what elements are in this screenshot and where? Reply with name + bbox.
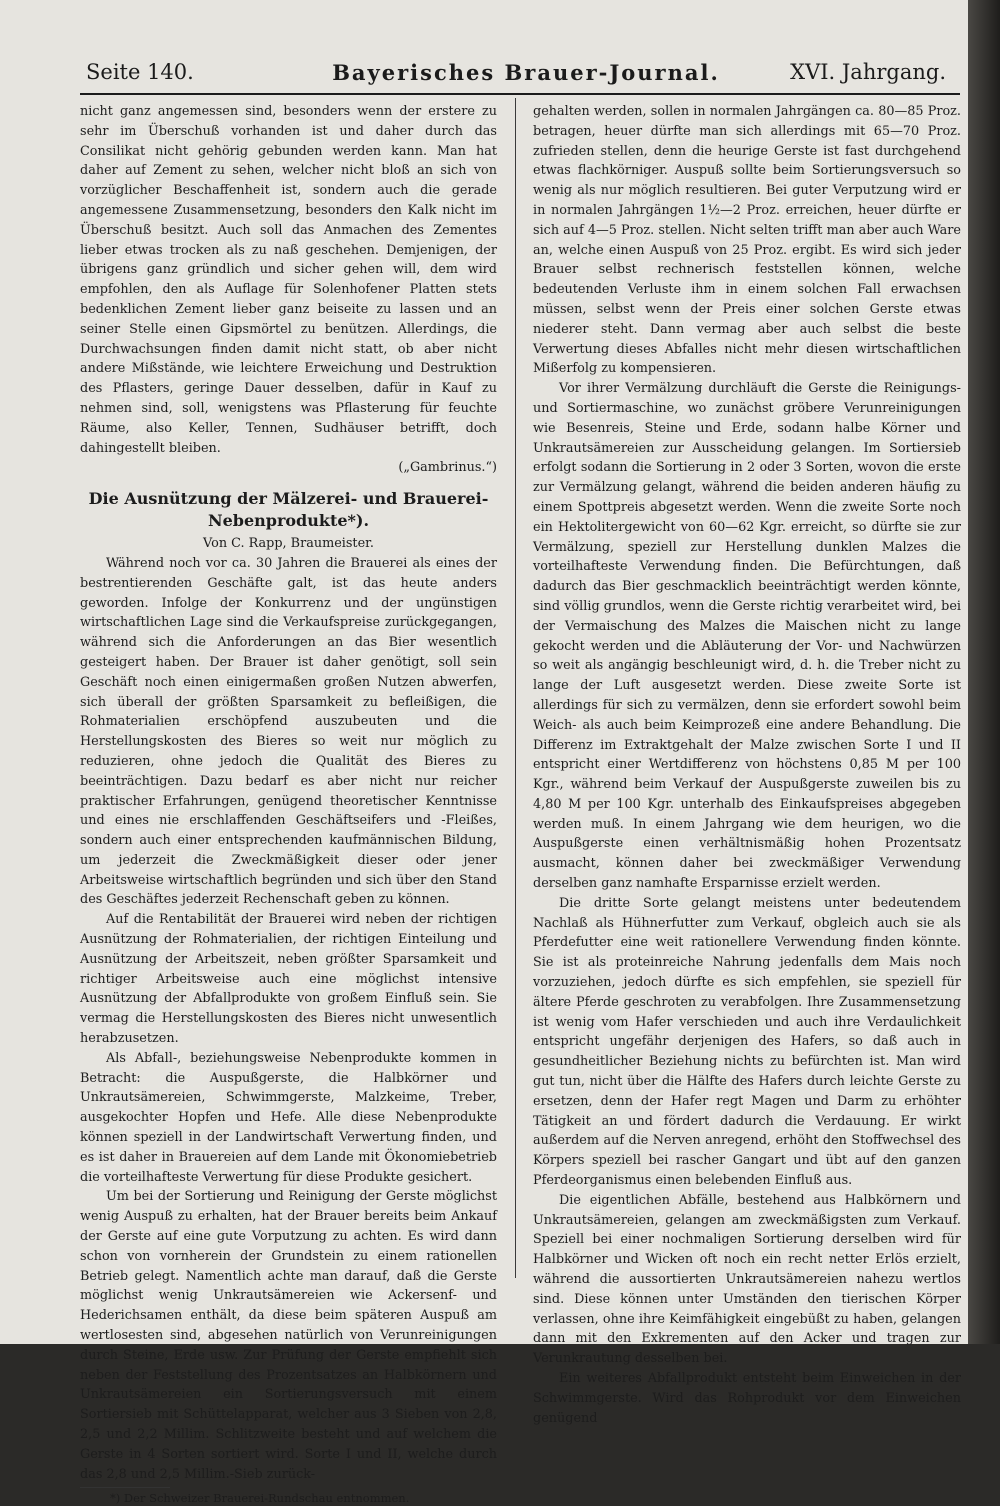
body-paragraph: Um bei der Sortierung und Reinigung der Gerste möglichst wenig Auspuß zu erhalten, hat der Brauer bereits beim Ankauf der Gerste auf eine gute Vorputzung zu achten. Es wird dann schon von vornherein der Grundstein zu einem rationellen Betrieb gelegt. Namentlich achte man darauf, daß die Gerste möglichst wenig Unkrautsämereien wie Ackersenf- und Hederichsamen enthält, da diese beim späteren Auspuß am wertlosesten sind, abgesehen natürlich von Verunreinigungen durch Steine, Erde usw. Zur Prüfung der Gerste empfiehlt sich neben der Feststellung des Prozentsatzes an Halbkörnern und Unkrautsämereien ein Sortierungsversuch mit einem Sortiersieb mit Schüttelapparat, welcher aus 3 Sieben von 2,8, 2,5 und 2,2 Millim. Schlitzweite besteht und auf welchem die Gerste in 4 Sorten sortiert wird. Sorte I und II, welche durch das 2,8 und 2,5 Millim.-Sieb zurück- <box>80 1189 497 1482</box>
intro-paragraph: nicht ganz angemessen sind, besonders wenn der erstere zu sehr im Überschuß vorhanden ist und daher durch das Consilikat nicht gehörig gebunden werden kann. Man hat daher auf Zement zu sehen, welcher nicht bloß an sich von vorzüglicher Beschaffenheit ist, sondern auch die gerade angemessene Zusammensetzung, besonders den Kalk nicht im Überschuß besitzt. Auch soll das Anmachen des Zementes lieber etwas trocken als zu naß geschehen. Demjenigen, der übrigens ganz gründlich und sicher gehen will, dem wird empfohlen, den als Auflage für Solenhofener Platten stets bedenklichen Zement lieber ganz beiseite zu lassen und an seiner Stelle einen Gipsmörtel zu benützen. Allerdings, die Durchwachsungen finden damit nicht statt, ob aber nicht andere Mißstände, wie leichtere Erweichung und Destruktion des Pflasters, geringe Dauer desselben, dafür in Kauf zu nehmen sind, soll, wenigstens was Pflasterung für feuchte Räume, also Keller, Tennen, Sudhäuser betrifft, doch dahingestellt bleiben. <box>80 104 497 456</box>
body-paragraph: Auf die Rentabilität der Brauerei wird neben der richtigen Ausnützung der Rohmaterialien, der richtigen Einteilung und Ausnützung der Arbeitszeit, neben größter Sparsamkeit und richtiger Arbeitsweise auch eine möglichst intensive Ausnützung der Abfallprodukte von großem Einfluß sein. Sie vermag die Herstellungskosten des Bieres nicht unwesentlich herabzusetzen. <box>80 912 497 1047</box>
body-paragraph: Die dritte Sorte gelangt meistens unter bedeutendem Nachlaß als Hühnerfutter zum Verkauf, obgleich auch sie als Pferdefutter eine weit rationellere Verwendung finden könnte. Sie ist als proteinreiche Nahrung jedenfalls dem Mais noch vorzuziehen, jedoch dürfte es sich empfehlen, sie speziell für ältere Pferde geschroten zu verabfolgen. Ihre Zusammensetzung ist wenig vom Hafer verschieden und auch ihre Verdaulichkeit entspricht ungefähr derjenigen des Hafers, so daß auch in gesundheitlicher Beziehung nichts zu befürchten ist. Man wird gut tun, nicht über die Hälfte des Hafers durch leichte Gerste zu ersetzen, denn der Hafer regt Magen und Darm zu erhöhter Tätigkeit an und fördert dadurch die Verdauung. Er wirkt außerdem auf die Nerven anregend, erhöht den Stoffwechsel des Körpers speziell bei rascher Gangart und übt auf den ganzen Pferdeorganismus einen belebenden Einfluß aus. <box>533 895 961 1189</box>
page-number: Seite 140. <box>86 60 194 84</box>
body-paragraph: Während noch vor ca. 30 Jahren die Brauerei als eines der bestrentierenden Geschäfte galt, ist das heute anders geworden. Infolge der Konkurrenz und der ungünstigen wirtschaftlichen Lage sind die Verkaufspreise zurückgegangen, während sich die Anforderungen an das Bier wesentlich gesteigert haben. Der Brauer ist daher genötigt, soll sein Geschäft noch einen einigermaßen großen Nutzen abwerfen, sich überall der größten Sparsamkeit zu befleißigen, die Rohmaterialien erschöpfend auszubeuten und die Herstellungskosten des Bieres so weit nur möglich zu reduzieren, ohne jedoch die Qualität des Bieres zu beeinträchtigen. Dazu bedarf es aber nicht nur reicher praktischer Erfahrungen, genügend theoretischer Kenntnisse und eines nie erschlaffenden Geschäftseifers und -Fleißes, sondern auch einer entsprechenden kaufmännischen Bildung, um jederzeit die Zweckmäßigkeit dieser oder jener Arbeitsweise wirtschaftlich begründen und sich über den Stand des Geschäftes jederzeit Rechenschaft geben zu können. <box>80 555 497 908</box>
body-paragraph: Als Abfall-, beziehungsweise Nebenprodukte kommen in Betracht: die Auspußgerste, die Halbkörner und Unkrautsämereien, Schwimmgerste, Malzkeime, Treber, ausgekochter Hopfen und Hefe. Alle diese Nebenprodukte können speziell in der Landwirtschaft Verwertung finden, und es ist daher in Brauereien auf dem Lande mit Ökonomiebetrieb die vorteilhafteste Verwertung für diese Produkte gesichert. <box>80 1050 497 1185</box>
page-header <box>86 60 956 92</box>
journal-title: Bayerisches Brauer-Journal. <box>332 60 720 85</box>
right-column <box>533 102 961 1428</box>
body-paragraph: gehalten werden, sollen in normalen Jahrgängen ca. 80—85 Proz. betragen, heuer dürfte man sich allerdings mit 65—70 Proz. zufrieden stellen, denn die heurige Gerste ist fast durchgehend etwas flachkörniger. Auspuß sollte beim Sortierungsversuch so wenig als nur möglich resultieren. Bei guter Verputzung wird er in normalen Jahrgängen 1½—2 Proz. erreichen, heuer dürfte er sich auf 4—5 Proz. stellen. Nicht selten trifft man aber auch Ware an, welche einen Auspuß von 25 Proz. ergibt. Es wird sich jeder Brauer selbst rechnerisch feststellen können, welche bedeutenden Verluste ihm in einem solchen Fall erwachsen müssen, selbst wenn der Preis einer solchen Gerste etwas niederer steht. Dann vermag aber auch selbst die beste Verwertung dieses Abfalles nicht mehr diesen wirtschaftlichen Mißerfolg zu kompensieren. <box>533 104 961 377</box>
body-paragraph: Ein weiteres Abfallprodukt entsteht beim Einweichen in der Schwimmgerste. Wird das Rohprodukt vor dem Einweichen genügend <box>533 1371 961 1426</box>
footnote-rule <box>80 1487 170 1488</box>
volume-label: XVI. Jahrgang. <box>790 60 946 84</box>
header-rule <box>80 93 960 95</box>
page-edge-shadow <box>968 0 1000 1344</box>
article-byline: Von C. Rapp, Braumeister. <box>203 536 374 552</box>
body-paragraph: Die eigentlichen Abfälle, bestehend aus Halbkörnern und Unkrautsämereien, gelangen am zweckmäßigsten zum Verkauf. Speziell bei einer nochmaligen Sortierung derselben wird für Halbkörner und Wicken oft noch ein recht netter Erlös erzielt, während die aussortierten Unkrautsämereien nahezu wertlos sind. Diese können unter Umständen den tierischen Körper verlassen, ohne ihre Keimfähigkeit eingebüßt zu haben, gelangen dann mit den Exkrementen auf den Acker und tragen zur Verunkrautung desselben bei. <box>533 1192 961 1367</box>
column-divider <box>515 98 516 1278</box>
body-paragraph: Vor ihrer Vermälzung durchläuft die Gerste die Reinigungs- und Sortiermaschine, wo zunächst gröbere Verunreinigungen wie Besenreis, Steine und Erde, sodann halbe Körner und Unkrautsämereien zur Ausscheidung gelangen. Im Sortiersieb erfolgt sodann die Sortierung in 2 oder 3 Sorten, wovon die erste zur Vermälzung gelangt, während die beiden anderen häufig zu einem Spottpreis abgesetzt werden. Wenn die zweite Sorte noch ein Hektolitergewicht von 60—62 Kgr. erreicht, so dürfte sie zur Vermälzung, speziell zur Herstellung dunklen Malzes die vorteilhafteste Verwendung finden. Die Befürchtungen, daß dadurch das Bier geschmacklich beeinträchtigt werden könnte, sind völlig grundlos, wenn die Gerste richtig verarbeitet wird, bei der Vermaischung des Malzes die Maischen nicht zu lange gekocht werden und die Abläuterung der Vor- und Nachwürzen so weit als angängig beschleunigt wird, d. h. die Treber nicht zu lange der Luft ausgesetzt werden. Diese zweite Sorte ist allerdings für sich zu vermälzen, denn sie erfordert sowohl beim Weich- als auch beim Keimprozeß eine andere Behandlung. Die Differenz im Extraktgehalt der Malze zwischen Sorte I und II entspricht einer Wertdifferenz von höchstens 0,85 M per 100 Kgr., während beim Verkauf der Auspußgerste zuweilen bis zu 4,80 M per 100 Kgr. unterhalb des Einkaufspreises abgegeben werden muß. In einem Jahrgang wie dem heurigen, wo die Auspußgerste einen verhältnismäßig hohen Prozentsatz ausmacht, können daher bei zweckmäßiger Verwendung derselben ganz namhafte Ersparnisse erzielt werden. <box>533 381 961 892</box>
left-column <box>80 102 497 1506</box>
source-credit: („Gambrinus.“) <box>398 460 497 476</box>
footnote: *) Der Schweizer Brauerei-Rundschau entnommen. <box>110 1491 410 1506</box>
article-title: Die Ausnützung der Mälzerei- und Brauerei-Nebenprodukte*). <box>88 489 489 531</box>
